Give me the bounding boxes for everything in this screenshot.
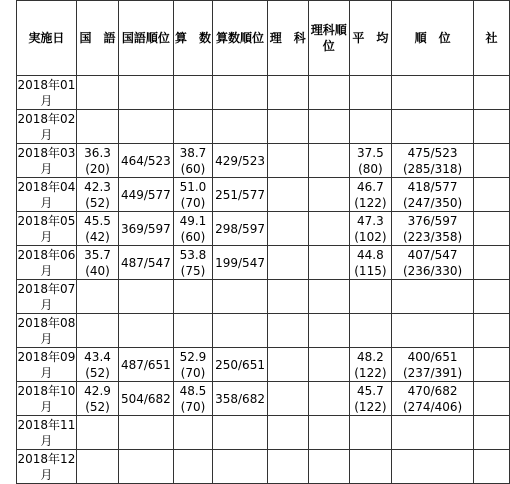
rank-cell bbox=[392, 382, 474, 416]
math-cell bbox=[173, 144, 213, 178]
rank-cell bbox=[392, 246, 474, 280]
header-science-rank: 理科順位 bbox=[308, 1, 349, 76]
date-text: 2018年06月 bbox=[17, 247, 76, 278]
japanese-rank-cell bbox=[119, 110, 173, 144]
rank-text: (223/358) bbox=[402, 229, 463, 244]
rank-cell bbox=[392, 178, 474, 212]
science-cell bbox=[267, 178, 308, 212]
math-rank-text: 251/577 bbox=[215, 187, 265, 202]
rank-text: 407/547 bbox=[407, 247, 458, 262]
science-rank-cell bbox=[308, 144, 349, 178]
rank-text: (236/330) bbox=[402, 263, 463, 278]
average-text: (122) bbox=[354, 399, 387, 414]
science-cell bbox=[267, 348, 308, 382]
average-text: (122) bbox=[354, 195, 387, 210]
average-cell bbox=[349, 144, 391, 178]
science-cell bbox=[267, 110, 308, 144]
japanese-cell bbox=[76, 110, 118, 144]
header-japanese: 国 語 bbox=[76, 1, 118, 76]
average-text: (102) bbox=[354, 229, 387, 244]
math-cell bbox=[173, 178, 213, 212]
average-cell bbox=[349, 416, 391, 450]
japanese-rank-text: 504/682 bbox=[120, 391, 171, 406]
science-rank-cell bbox=[308, 314, 349, 348]
math-cell bbox=[173, 110, 213, 144]
japanese-cell bbox=[76, 178, 118, 212]
rank-text: (285/318) bbox=[402, 161, 463, 176]
rank-text: 470/682 bbox=[407, 383, 458, 398]
date-cell bbox=[17, 144, 77, 178]
table-row bbox=[17, 314, 510, 348]
rank-text: (237/391) bbox=[402, 365, 463, 380]
date-cell bbox=[17, 348, 77, 382]
science-cell bbox=[267, 76, 308, 110]
average-cell bbox=[349, 348, 391, 382]
header-science: 理 科 bbox=[267, 1, 308, 76]
average-cell bbox=[349, 382, 391, 416]
japanese-cell bbox=[76, 246, 118, 280]
average-cell bbox=[349, 212, 391, 246]
cut-cell bbox=[474, 246, 510, 280]
rank-cell bbox=[392, 450, 474, 484]
science-rank-cell bbox=[308, 348, 349, 382]
japanese-text: (52) bbox=[85, 399, 110, 414]
science-cell bbox=[267, 416, 308, 450]
japanese-cell bbox=[76, 212, 118, 246]
average-text: (122) bbox=[354, 365, 387, 380]
math-cell bbox=[173, 450, 213, 484]
rank-text: 376/597 bbox=[407, 213, 458, 228]
math-rank-text: 429/523 bbox=[215, 153, 265, 168]
japanese-rank-text: 449/577 bbox=[120, 187, 171, 202]
cut-cell bbox=[474, 110, 510, 144]
math-cell bbox=[173, 76, 213, 110]
japanese-text: (42) bbox=[85, 229, 110, 244]
math-text: 38.7 bbox=[179, 145, 207, 160]
japanese-text: 43.4 bbox=[84, 349, 111, 364]
date-cell bbox=[17, 382, 77, 416]
cut-cell bbox=[474, 416, 510, 450]
date-text: 2018年08月 bbox=[17, 315, 76, 346]
japanese-rank-cell bbox=[119, 348, 173, 382]
math-rank-text: 358/682 bbox=[215, 391, 265, 406]
science-rank-cell bbox=[308, 280, 349, 314]
japanese-text: 36.3 bbox=[84, 145, 111, 160]
math-cell bbox=[173, 314, 213, 348]
cut-cell bbox=[474, 76, 510, 110]
rank-text: (274/406) bbox=[402, 399, 463, 414]
cut-cell bbox=[474, 144, 510, 178]
average-text: 48.2 bbox=[357, 349, 384, 364]
science-rank-cell bbox=[308, 416, 349, 450]
table-row bbox=[17, 416, 510, 450]
science-rank-cell bbox=[308, 178, 349, 212]
header-math-rank: 算数順位 bbox=[213, 1, 267, 76]
japanese-text: (52) bbox=[85, 365, 110, 380]
average-cell bbox=[349, 110, 391, 144]
japanese-rank-text: 487/547 bbox=[120, 255, 171, 270]
date-cell bbox=[17, 416, 77, 450]
date-text: 2018年11月 bbox=[17, 417, 76, 448]
date-text: 2018年01月 bbox=[17, 77, 76, 108]
date-cell bbox=[17, 110, 77, 144]
japanese-rank-cell bbox=[119, 212, 173, 246]
math-text: 48.5 bbox=[179, 383, 207, 398]
table-row bbox=[17, 382, 510, 416]
rank-cell bbox=[392, 314, 474, 348]
japanese-rank-cell bbox=[119, 246, 173, 280]
rank-cell bbox=[392, 76, 474, 110]
math-text: 53.8 bbox=[179, 247, 207, 262]
header-row bbox=[17, 1, 510, 76]
math-rank-cell bbox=[213, 416, 267, 450]
header-date: 実施日 bbox=[17, 1, 77, 76]
math-cell bbox=[173, 382, 213, 416]
japanese-rank-cell bbox=[119, 280, 173, 314]
japanese-rank-cell bbox=[119, 450, 173, 484]
math-cell bbox=[173, 280, 213, 314]
science-cell bbox=[267, 280, 308, 314]
japanese-rank-text: 464/523 bbox=[120, 153, 171, 168]
average-cell bbox=[349, 76, 391, 110]
table-row bbox=[17, 212, 510, 246]
rank-cell bbox=[392, 212, 474, 246]
math-cell bbox=[173, 416, 213, 450]
rank-text: (247/350) bbox=[402, 195, 463, 210]
math-text: (60) bbox=[180, 161, 206, 176]
math-rank-cell bbox=[213, 76, 267, 110]
math-text: (70) bbox=[180, 399, 206, 414]
average-cell bbox=[349, 246, 391, 280]
japanese-rank-cell bbox=[119, 144, 173, 178]
rank-cell bbox=[392, 144, 474, 178]
table-row bbox=[17, 348, 510, 382]
math-rank-text: 298/597 bbox=[215, 221, 265, 236]
science-rank-cell bbox=[308, 212, 349, 246]
japanese-text: (52) bbox=[85, 195, 110, 210]
math-text: (60) bbox=[180, 229, 206, 244]
date-cell bbox=[17, 450, 77, 484]
cut-cell bbox=[474, 280, 510, 314]
japanese-rank-cell bbox=[119, 76, 173, 110]
japanese-text: 42.9 bbox=[84, 383, 111, 398]
date-text: 2018年07月 bbox=[17, 281, 76, 312]
science-rank-cell bbox=[308, 246, 349, 280]
rank-text: 400/651 bbox=[407, 349, 458, 364]
japanese-cell bbox=[76, 280, 118, 314]
rank-text: 418/577 bbox=[407, 179, 458, 194]
math-rank-cell bbox=[213, 382, 267, 416]
date-cell bbox=[17, 280, 77, 314]
science-cell bbox=[267, 314, 308, 348]
average-text: (80) bbox=[358, 161, 383, 176]
japanese-rank-cell bbox=[119, 178, 173, 212]
date-text: 2018年09月 bbox=[17, 349, 76, 380]
cut-cell bbox=[474, 382, 510, 416]
average-cell bbox=[349, 178, 391, 212]
score-table bbox=[16, 0, 510, 484]
date-cell bbox=[17, 314, 77, 348]
table-row bbox=[17, 280, 510, 314]
date-cell bbox=[17, 246, 77, 280]
date-text: 2018年12月 bbox=[17, 451, 76, 482]
math-text: (70) bbox=[180, 365, 206, 380]
math-rank-cell bbox=[213, 450, 267, 484]
header-average: 平 均 bbox=[349, 1, 391, 76]
japanese-text: (40) bbox=[85, 263, 110, 278]
rank-text: 475/523 bbox=[407, 145, 458, 160]
japanese-cell bbox=[76, 348, 118, 382]
date-cell bbox=[17, 212, 77, 246]
average-text: 46.7 bbox=[357, 179, 384, 194]
rank-cell bbox=[392, 280, 474, 314]
math-text: (75) bbox=[180, 263, 206, 278]
table-row bbox=[17, 76, 510, 110]
japanese-cell bbox=[76, 314, 118, 348]
science-cell bbox=[267, 144, 308, 178]
cut-cell bbox=[474, 450, 510, 484]
science-rank-cell bbox=[308, 382, 349, 416]
date-text: 2018年04月 bbox=[17, 179, 76, 210]
japanese-rank-text: 487/651 bbox=[120, 357, 171, 372]
date-text: 2018年10月 bbox=[17, 383, 76, 414]
math-rank-cell bbox=[213, 144, 267, 178]
math-cell bbox=[173, 246, 213, 280]
date-cell bbox=[17, 76, 77, 110]
math-rank-text: 199/547 bbox=[215, 255, 265, 270]
average-text: (115) bbox=[354, 263, 387, 278]
math-rank-cell bbox=[213, 314, 267, 348]
japanese-text: 42.3 bbox=[84, 179, 111, 194]
average-text: 45.7 bbox=[357, 383, 384, 398]
cut-cell bbox=[474, 212, 510, 246]
science-rank-cell bbox=[308, 450, 349, 484]
science-cell bbox=[267, 382, 308, 416]
japanese-rank-text: 369/597 bbox=[120, 221, 171, 236]
japanese-rank-cell bbox=[119, 382, 173, 416]
japanese-rank-cell bbox=[119, 314, 173, 348]
japanese-text: 35.7 bbox=[84, 247, 111, 262]
math-cell bbox=[173, 348, 213, 382]
date-text: 2018年02月 bbox=[17, 111, 76, 142]
math-text: 51.0 bbox=[179, 179, 207, 194]
date-text: 2018年05月 bbox=[17, 213, 76, 244]
header-cut: 社 bbox=[474, 1, 510, 76]
average-cell bbox=[349, 314, 391, 348]
date-text: 2018年03月 bbox=[17, 145, 76, 176]
header-japanese-rank: 国語順位 bbox=[119, 1, 173, 76]
table-row bbox=[17, 450, 510, 484]
header-rank: 順 位 bbox=[392, 1, 474, 76]
header-math: 算 数 bbox=[173, 1, 213, 76]
japanese-text: (20) bbox=[85, 161, 110, 176]
math-rank-cell bbox=[213, 280, 267, 314]
average-text: 37.5 bbox=[357, 145, 384, 160]
table-row bbox=[17, 246, 510, 280]
cut-cell bbox=[474, 348, 510, 382]
science-cell bbox=[267, 212, 308, 246]
math-rank-cell bbox=[213, 110, 267, 144]
table-row bbox=[17, 144, 510, 178]
science-cell bbox=[267, 450, 308, 484]
date-cell bbox=[17, 178, 77, 212]
math-cell bbox=[173, 212, 213, 246]
math-rank-text: 250/651 bbox=[215, 357, 265, 372]
math-rank-cell bbox=[213, 212, 267, 246]
rank-cell bbox=[392, 110, 474, 144]
table-row bbox=[17, 178, 510, 212]
rank-cell bbox=[392, 348, 474, 382]
math-text: 52.9 bbox=[179, 349, 207, 364]
science-rank-cell bbox=[308, 110, 349, 144]
japanese-cell bbox=[76, 144, 118, 178]
japanese-cell bbox=[76, 76, 118, 110]
table-row bbox=[17, 110, 510, 144]
japanese-cell bbox=[76, 450, 118, 484]
average-cell bbox=[349, 280, 391, 314]
average-cell bbox=[349, 450, 391, 484]
math-text: 49.1 bbox=[179, 213, 207, 228]
japanese-cell bbox=[76, 416, 118, 450]
average-text: 44.8 bbox=[357, 247, 384, 262]
math-rank-cell bbox=[213, 178, 267, 212]
science-cell bbox=[267, 246, 308, 280]
science-rank-cell bbox=[308, 76, 349, 110]
japanese-rank-cell bbox=[119, 416, 173, 450]
average-text: 47.3 bbox=[357, 213, 384, 228]
cut-cell bbox=[474, 314, 510, 348]
math-rank-cell bbox=[213, 348, 267, 382]
cut-cell bbox=[474, 178, 510, 212]
math-rank-cell bbox=[213, 246, 267, 280]
rank-cell bbox=[392, 416, 474, 450]
japanese-text: 45.5 bbox=[84, 213, 111, 228]
math-text: (70) bbox=[180, 195, 206, 210]
japanese-cell bbox=[76, 382, 118, 416]
